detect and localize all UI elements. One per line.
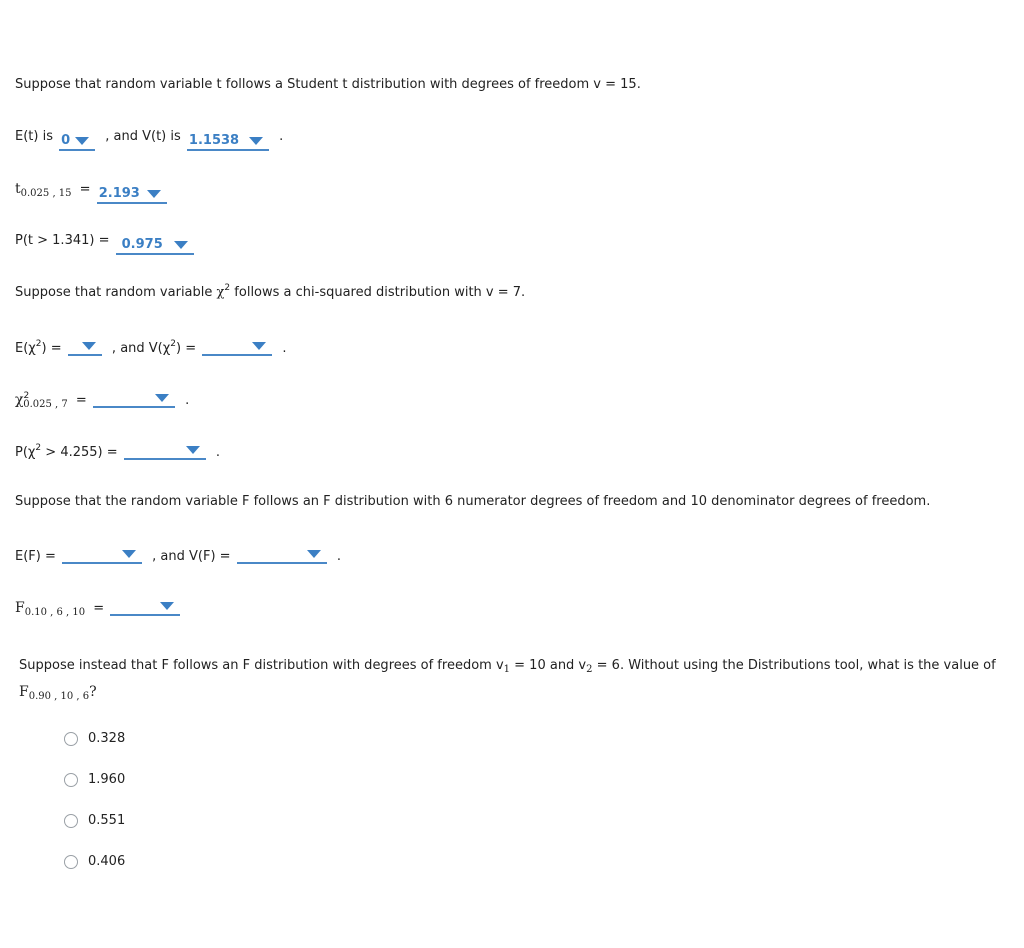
question-mark: ? xyxy=(89,684,97,700)
option-radio-4[interactable] xyxy=(64,855,78,869)
question-text xyxy=(19,658,996,673)
chi-v-label: and V(χ xyxy=(120,341,171,356)
superscript-2: 2 xyxy=(35,339,42,349)
period: . xyxy=(215,445,221,460)
dropdown-arrow-icon xyxy=(307,550,321,558)
f-crit-row xyxy=(15,598,180,616)
close-equals: ) = xyxy=(176,341,197,356)
t-crit-selected-value: 2.193 xyxy=(98,186,140,201)
chi-crit-sub: 0.025 , 7 xyxy=(23,399,68,410)
t-crit-base: t xyxy=(15,181,21,197)
t-prob-selected-value: 0.975 xyxy=(121,237,163,252)
dropdown-arrow-icon xyxy=(82,342,96,350)
question-crit xyxy=(19,684,97,700)
f-intro: Suppose that the random variable F follows an F distribution with 6 numerator degrees of freedom and 10 denominator degrees of freedom. xyxy=(15,494,931,509)
chi-crit-base: χ xyxy=(15,392,24,408)
vt-dropdown[interactable] xyxy=(187,133,269,151)
option-label-4[interactable]: 0.406 xyxy=(88,854,126,869)
equals: = xyxy=(79,182,91,197)
chi-e-dropdown[interactable] xyxy=(68,338,102,356)
q-crit-sub: 0.90 , 10 , 6 xyxy=(28,691,90,702)
chi-e-label: E(χ xyxy=(15,341,36,356)
period: . xyxy=(185,393,190,408)
question-text-a: Suppose instead that F follows an F distribution with degrees of freedom v xyxy=(19,658,504,673)
et-dropdown[interactable] xyxy=(59,133,95,151)
t-prob-dropdown[interactable] xyxy=(116,237,194,255)
t-crit-row xyxy=(15,181,167,204)
et-row xyxy=(15,129,283,151)
dropdown-arrow-icon xyxy=(122,550,136,558)
et-selected-value: 0 xyxy=(61,133,71,148)
question-text-b: = 10 and v xyxy=(510,658,587,673)
vt-selected-value: 1.1538 xyxy=(188,133,240,148)
dropdown-arrow-icon xyxy=(174,241,188,249)
q-crit-base: F xyxy=(19,684,29,700)
dropdown-arrow-icon xyxy=(160,602,174,610)
dropdown-arrow-icon xyxy=(252,342,266,350)
equals: = xyxy=(93,601,105,616)
dropdown-arrow-icon xyxy=(186,446,200,454)
t-prob-label: P(t > 1.341) = xyxy=(15,233,110,248)
period: . xyxy=(336,549,341,564)
chi-intro xyxy=(15,285,525,300)
chi-intro-a: Suppose that random variable xyxy=(15,285,213,300)
superscript-2: 2 xyxy=(23,391,30,401)
close-equals: ) = xyxy=(41,341,62,356)
chi-ev-row: $E(\chi^2)$ = , and $V(\chi^2)$ = . xyxy=(15,339,287,356)
t-intro: Suppose that random variable t follows a Student t distribution with degrees of freedom v = 15. xyxy=(15,77,641,92)
option-radio-1[interactable] xyxy=(64,732,78,746)
et-label: E(t) is xyxy=(15,129,53,144)
option-radio-2[interactable] xyxy=(64,773,78,787)
vt-label: , and V(t) is xyxy=(105,129,181,144)
option-radio-3[interactable] xyxy=(64,814,78,828)
question-section xyxy=(0,634,1024,894)
period: . xyxy=(282,341,287,356)
f-v-label: , and V(F) = xyxy=(152,549,231,564)
f-v-dropdown[interactable] xyxy=(237,546,327,564)
question-text-c: = 6. Without using the Distributions tool, what is the value of xyxy=(592,658,996,673)
chi-crit-dropdown[interactable] xyxy=(93,390,175,408)
equals: = xyxy=(75,393,87,408)
dropdown-arrow-icon xyxy=(75,137,89,145)
chi-prob-label-b: > 4.255) = xyxy=(41,445,118,460)
chi-prob-label-a: P(χ xyxy=(15,445,36,460)
dropdown-arrow-icon xyxy=(147,190,161,198)
t-prob-row xyxy=(15,233,194,255)
f-crit-base: F xyxy=(15,600,25,616)
v2-sub: 2 xyxy=(586,664,593,675)
option-label-1[interactable]: 0.328 xyxy=(88,731,126,746)
t-crit-sub: 0.025 , 15 xyxy=(20,188,72,199)
chi-symbol: χ xyxy=(216,285,225,300)
superscript-2: 2 xyxy=(224,283,231,293)
f-crit-sub: 0.10 , 6 , 10 xyxy=(24,607,86,618)
superscript-2: 2 xyxy=(170,339,176,349)
dropdown-arrow-icon xyxy=(155,394,169,402)
chi-prob-dropdown[interactable] xyxy=(124,442,206,460)
t-crit-dropdown[interactable] xyxy=(97,186,167,204)
dropdown-arrow-icon xyxy=(249,137,263,145)
option-label-3[interactable]: 0.551 xyxy=(88,813,126,828)
f-e-dropdown[interactable] xyxy=(62,546,142,564)
f-crit-dropdown[interactable] xyxy=(110,598,180,616)
chi-intro-b: follows a chi-squared distribution with v = 7. xyxy=(234,285,526,300)
chi-v-dropdown[interactable] xyxy=(202,338,272,356)
f-ev-row xyxy=(15,546,341,564)
chi-prob-row xyxy=(15,442,220,460)
chi-crit-row xyxy=(15,390,189,408)
f-e-label: E(F) = xyxy=(15,549,56,564)
v1-sub: 1 xyxy=(503,664,511,675)
option-label-2[interactable]: 1.960 xyxy=(88,772,126,787)
period: . xyxy=(279,129,284,144)
superscript-2: 2 xyxy=(35,443,42,453)
